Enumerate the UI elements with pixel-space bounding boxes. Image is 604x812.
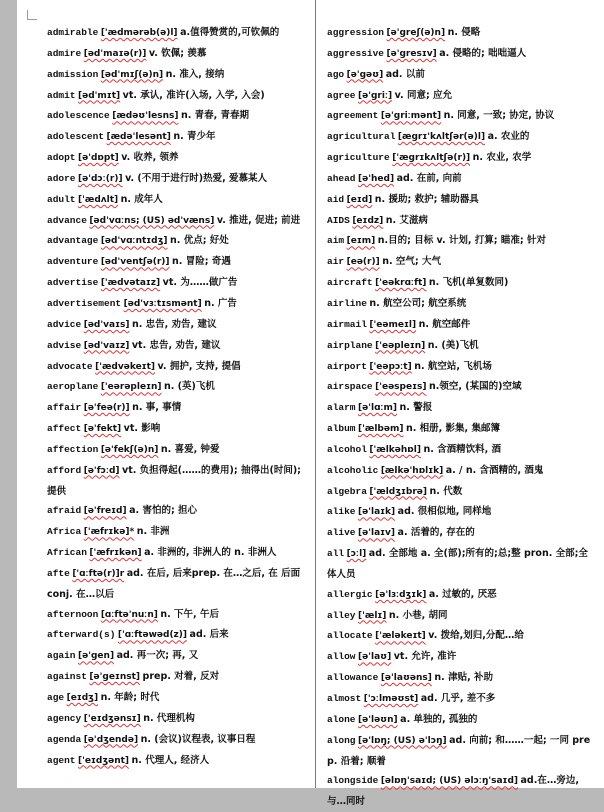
entry-word: alcohol bbox=[327, 443, 367, 455]
entry-word: adventure bbox=[47, 256, 99, 268]
vocab-entry bbox=[47, 751, 305, 772]
entry-definition: n. 航空公司; 航空系统 bbox=[369, 297, 467, 309]
entry-definition: vt. 影响 bbox=[123, 423, 161, 435]
entry-definition: ad. 几乎, 差不多 bbox=[420, 693, 496, 704]
entry-word: airspace bbox=[327, 381, 373, 393]
entry-definition: n. 警报 bbox=[399, 402, 433, 414]
entry-word: along bbox=[327, 734, 356, 746]
document-page bbox=[17, 0, 604, 808]
entry-phonetic: [ə'laɪv] bbox=[358, 528, 396, 539]
entry-phonetic: [ə'griː] bbox=[358, 90, 393, 101]
vocab-entry bbox=[327, 668, 592, 689]
vocab-entry bbox=[327, 357, 592, 378]
entry-word: advocate bbox=[47, 360, 93, 372]
entry-definition: vt. 允许, 准许 bbox=[393, 651, 457, 663]
entry-phonetic: [ə'fekt] bbox=[83, 424, 122, 435]
entry-phonetic: [ə'laʊ] bbox=[358, 652, 392, 663]
entry-phonetic: ['æfrɪkən] bbox=[89, 548, 142, 559]
entry-definition: v. 同意; 应允 bbox=[394, 89, 453, 101]
vocab-entry bbox=[47, 169, 305, 190]
entry-word: adult bbox=[47, 193, 76, 205]
entry-word: African bbox=[47, 547, 87, 559]
entry-word: adolescence bbox=[47, 110, 110, 122]
entry-word: admirable bbox=[47, 27, 99, 38]
entry-word: algebra bbox=[327, 485, 367, 497]
entry-word: alike bbox=[327, 506, 356, 518]
entry-word: alarm bbox=[327, 402, 356, 414]
vocab-entry bbox=[327, 169, 592, 190]
entry-definition: n. (会议)议程表, 议事日程 bbox=[140, 733, 256, 745]
vocab-entry bbox=[47, 106, 305, 127]
entry-phonetic: [ə'dɒpt] bbox=[78, 153, 119, 164]
entry-definition: n. (英)飞机 bbox=[164, 381, 215, 393]
entry-word: aid bbox=[327, 193, 345, 205]
entry-definition: n. 小巷, 胡同 bbox=[388, 609, 448, 621]
entry-word: agreement bbox=[327, 110, 379, 122]
vocab-entry bbox=[327, 86, 592, 107]
entry-phonetic: ['eəpleɪn] bbox=[375, 340, 426, 351]
entry-phonetic: [əd'vɑːns; (US) əd'væns] bbox=[89, 215, 215, 226]
entry-word: adolescent bbox=[47, 131, 105, 143]
entry-definition: v. 拥护, 支持, 提倡 bbox=[157, 360, 241, 372]
entry-definition: n. 喜爱, 钟爱 bbox=[160, 443, 220, 455]
entry-definition: v. 拨给,划归,分配…给 bbox=[428, 630, 524, 642]
left-column bbox=[47, 23, 305, 788]
entry-phonetic: [ə'freɪd] bbox=[83, 506, 127, 517]
entry-definition: n. 代理机构 bbox=[143, 712, 195, 724]
entry-word: allergic bbox=[327, 588, 373, 600]
entry-word: agenda bbox=[47, 733, 82, 745]
entry-word: Africa bbox=[47, 526, 82, 538]
vocab-entry bbox=[327, 190, 592, 211]
vocab-entry bbox=[327, 440, 592, 461]
entry-phonetic: [ə'fɔːd] bbox=[83, 465, 120, 476]
entry-phonetic: [ælkə'hɒlɪk] bbox=[380, 465, 444, 476]
entry-definition: n. 代理人, 经济人 bbox=[131, 754, 210, 766]
entry-word: aggressive bbox=[327, 47, 385, 59]
entry-word: ahead bbox=[327, 172, 356, 184]
entry-word: advise bbox=[47, 339, 82, 351]
entry-word: allow bbox=[327, 651, 356, 663]
vocab-entry bbox=[47, 440, 305, 461]
entry-word: alcoholic bbox=[327, 464, 379, 476]
entry-phonetic: [ə'ləʊn] bbox=[358, 714, 398, 725]
vocab-entry bbox=[327, 398, 592, 419]
vocab-entry bbox=[327, 523, 592, 544]
entry-definition: n. 代数 bbox=[429, 485, 463, 497]
vocab-entry bbox=[327, 482, 592, 503]
vocab-entry bbox=[327, 315, 592, 336]
vocab-entry bbox=[327, 606, 592, 627]
entry-definition: vt. 忠告, 劝告, 建议 bbox=[131, 339, 221, 351]
vocab-entry bbox=[327, 273, 592, 294]
vocab-entry bbox=[47, 564, 305, 605]
vocab-entry bbox=[47, 252, 305, 273]
entry-definition: ad. 在后, 后来prep. 在…之后, 在 后面 conj. 在…以后 bbox=[47, 567, 301, 600]
entry-word: agency bbox=[47, 712, 82, 724]
vocab-entry bbox=[47, 294, 305, 315]
entry-phonetic: [ə'dɔː(r)] bbox=[78, 173, 123, 184]
entry-definition: n. 事, 事情 bbox=[132, 402, 182, 414]
vocab-entry bbox=[47, 667, 305, 688]
entry-phonetic: [əd'mɪʃ(ə)n] bbox=[100, 69, 164, 80]
vocab-entry bbox=[47, 23, 305, 44]
vocab-entry bbox=[327, 585, 592, 606]
vocab-entry bbox=[327, 419, 592, 440]
entry-word: AIDS bbox=[327, 214, 350, 226]
entry-phonetic: ['eəspeɪs] bbox=[375, 382, 427, 393]
entry-phonetic: ['eɪdʒənsɪ] bbox=[83, 713, 141, 724]
entry-definition: n. 非洲 bbox=[136, 526, 170, 538]
vocab-entry bbox=[327, 377, 592, 398]
entry-phonetic: ['ædvətaɪz] bbox=[100, 278, 161, 289]
entry-phonetic: [əd'vɜːtɪsmənt] bbox=[123, 298, 202, 309]
entry-phonetic: ['eəmeɪl] bbox=[369, 319, 417, 330]
vocab-entry bbox=[327, 231, 592, 252]
entry-definition: ad. 在前, 向前 bbox=[396, 172, 462, 184]
entry-definition: n. 援助; 救护; 辅助器具 bbox=[374, 193, 479, 205]
entry-definition: ad. 后来 bbox=[189, 629, 229, 641]
entry-word: advertisement bbox=[47, 297, 122, 309]
vocab-entry bbox=[47, 605, 305, 626]
entry-phonetic: [eɪdʒ] bbox=[66, 693, 99, 703]
entry-phonetic: [ə'lɒŋ; (US) ə'lɔŋ] bbox=[358, 735, 447, 746]
entry-phonetic: [ə'lɜːdʒɪk] bbox=[375, 589, 427, 600]
entry-definition: a.值得赞赏的,可钦佩的 bbox=[180, 27, 280, 38]
vocab-entry bbox=[47, 461, 305, 502]
entry-phonetic: [ə'gəʊ] bbox=[346, 69, 384, 80]
entry-word: adopt bbox=[47, 152, 76, 164]
entry-word: advice bbox=[47, 318, 82, 330]
entry-phonetic: [ædəʊ'lesns] bbox=[112, 111, 179, 122]
column-divider bbox=[315, 0, 316, 788]
entry-definition: n. 准入, 接纳 bbox=[165, 68, 225, 80]
vocab-entry bbox=[47, 419, 305, 440]
entry-definition: n. 冒险; 奇遇 bbox=[172, 256, 231, 268]
entry-word: all bbox=[327, 548, 345, 560]
entry-definition: v. 推进, 促进; 前进 bbox=[216, 214, 301, 226]
entry-definition: n.目的; 目标 v. 计划, 打算; 瞄准; 针对 bbox=[377, 235, 546, 247]
entry-word: airmail bbox=[327, 318, 367, 330]
entry-word: admit bbox=[47, 89, 76, 101]
entry-word: age bbox=[47, 692, 65, 703]
entry-phonetic: ['ældʒɪbrə] bbox=[369, 486, 428, 497]
vocab-entry bbox=[47, 688, 305, 709]
entry-word: afternoon bbox=[47, 608, 99, 620]
vocab-entry bbox=[47, 231, 305, 252]
vocab-entry bbox=[47, 543, 305, 564]
entry-phonetic: [ə'gen] bbox=[78, 651, 115, 662]
entry-definition: vt. 负担得起(……的费用); 抽得出(时间); 提供 bbox=[47, 464, 301, 497]
vocab-entry bbox=[47, 65, 305, 86]
entry-definition: n. 年龄; 时代 bbox=[100, 692, 160, 703]
entry-phonetic: [ə'laɪk] bbox=[358, 507, 396, 518]
entry-word: afterward(s) bbox=[47, 629, 116, 641]
vocab-entry bbox=[47, 127, 305, 148]
vocab-entry bbox=[327, 502, 592, 523]
entry-definition: a. 农业的 bbox=[487, 131, 530, 143]
entry-phonetic: [ə'gresɪv] bbox=[386, 48, 437, 59]
entry-word: admire bbox=[47, 47, 82, 59]
vocab-entry bbox=[47, 190, 305, 211]
entry-phonetic: ['ɑːftə(r)]r bbox=[72, 568, 125, 579]
entry-word: afford bbox=[47, 464, 82, 476]
entry-phonetic: ['ɑːftəwəd(z)] bbox=[117, 630, 188, 641]
vocab-entry bbox=[327, 647, 592, 668]
entry-phonetic: [ə'feə(r)] bbox=[83, 403, 130, 414]
entry-phonetic: [əd'vɑːntɪdʒ] bbox=[100, 236, 168, 247]
entry-phonetic: ['ælbəm] bbox=[358, 424, 404, 435]
entry-definition: n.领空, (某国的)空域 bbox=[428, 381, 522, 393]
entry-definition: n. 同意, 一致; 协定, 协议 bbox=[443, 110, 555, 122]
entry-phonetic: [ə'hed] bbox=[358, 173, 395, 184]
vocab-entry bbox=[327, 211, 592, 232]
entry-phonetic: [ə'griːmənt] bbox=[380, 111, 442, 122]
vocab-entry bbox=[327, 689, 592, 710]
vocab-entry bbox=[327, 771, 592, 812]
vocab-entry bbox=[47, 398, 305, 419]
entry-word: adore bbox=[47, 172, 76, 184]
entry-phonetic: [eɪdz] bbox=[352, 215, 384, 226]
entry-phonetic: [ə'lɑːm] bbox=[358, 403, 398, 414]
entry-word: again bbox=[47, 650, 76, 662]
entry-definition: a. 单独的, 孤独的 bbox=[400, 713, 478, 725]
entry-word: alongside bbox=[327, 775, 379, 787]
entry-phonetic: ['eɪdʒənt] bbox=[78, 755, 130, 766]
entry-word: almost bbox=[327, 693, 362, 704]
entry-word: advantage bbox=[47, 235, 99, 247]
entry-definition: ad. 再一次; 再, 又 bbox=[116, 650, 199, 662]
entry-word: air bbox=[327, 256, 345, 268]
entry-word: aeroplane bbox=[47, 381, 99, 393]
entry-phonetic: [eɪm] bbox=[346, 236, 376, 247]
entry-definition: vt. 承认, 准许(入场, 入学, 入会) bbox=[122, 89, 265, 101]
entry-definition: n. 优点; 好处 bbox=[170, 235, 229, 247]
vocab-entry bbox=[47, 44, 305, 65]
entry-phonetic: ['ælɪ] bbox=[358, 610, 387, 621]
entry-word: agriculture bbox=[327, 152, 390, 164]
entry-phonetic: ['ɔːlməʊst] bbox=[363, 694, 419, 704]
vocab-entry bbox=[47, 522, 305, 543]
vocab-entry bbox=[47, 273, 305, 294]
entry-definition: n. 侵略 bbox=[447, 27, 481, 38]
vocab-entry bbox=[327, 544, 592, 585]
entry-definition: n. 广告 bbox=[204, 297, 237, 309]
entry-definition: n. 下午, 午后 bbox=[160, 608, 219, 620]
entry-definition: a. 侵略的; 咄咄逼人 bbox=[439, 47, 527, 59]
entry-word: alone bbox=[327, 713, 356, 725]
entry-phonetic: [ædə'lesənt] bbox=[106, 132, 171, 143]
entry-word: advance bbox=[47, 214, 87, 226]
vocab-entry bbox=[327, 65, 592, 86]
entry-definition: n. 艾滋病 bbox=[385, 214, 428, 226]
entry-word: admission bbox=[47, 68, 99, 80]
entry-definition: a. 非洲的, 非洲人的 n. 非洲人 bbox=[144, 547, 277, 559]
vocab-entry bbox=[327, 252, 592, 273]
vocab-entry bbox=[47, 709, 305, 730]
entry-definition: prep. 对着, 反对 bbox=[142, 671, 220, 683]
vocab-entry bbox=[327, 710, 592, 731]
entry-definition: a. 过敏的, 厌恶 bbox=[428, 588, 497, 600]
vocab-entry bbox=[47, 211, 305, 232]
entry-word: ago bbox=[327, 68, 345, 80]
entry-phonetic: [eə(r)] bbox=[346, 257, 380, 268]
vocab-entry bbox=[47, 86, 305, 107]
vocab-entry bbox=[47, 148, 305, 169]
entry-phonetic: [əd'maɪə(r)] bbox=[83, 48, 147, 59]
entry-word: affection bbox=[47, 443, 99, 455]
vocab-entry bbox=[327, 106, 592, 127]
entry-word: against bbox=[47, 671, 87, 683]
vocab-entry bbox=[327, 148, 592, 169]
entry-phonetic: ['ægrɪkʌltʃə(r)] bbox=[392, 153, 471, 164]
entry-word: affect bbox=[47, 423, 82, 435]
entry-phonetic: [əlɒŋ'saɪd; (US) əlɔːŋ'saɪd] bbox=[380, 776, 518, 787]
entry-word: alive bbox=[327, 527, 356, 539]
entry-definition: n. 航空站, 飞机场 bbox=[414, 360, 492, 372]
entry-definition: n. 空气; 大气 bbox=[382, 256, 442, 268]
entry-word: agricultural bbox=[327, 131, 396, 143]
entry-word: agent bbox=[47, 754, 76, 766]
entry-definition: ad. 向前; 和……一起; 一同 prep. 沿着; 顺着 bbox=[327, 734, 591, 767]
entry-definition: n. 飞机(单复数同) bbox=[428, 277, 509, 289]
entry-phonetic: ['eəkrɑːft] bbox=[375, 278, 427, 289]
vocab-entry bbox=[47, 646, 305, 667]
entry-definition: ad. 很相似地, 同样地 bbox=[397, 506, 492, 518]
entry-phonetic: ['ædʌlt] bbox=[78, 194, 119, 205]
entry-phonetic: [əd'ventʃə(r)] bbox=[100, 257, 170, 268]
page-corner-marker bbox=[27, 10, 37, 20]
right-column bbox=[327, 23, 592, 808]
entry-word: allowance bbox=[327, 672, 379, 684]
entry-word: afraid bbox=[47, 505, 82, 517]
entry-phonetic: [əd'vaɪz] bbox=[83, 340, 130, 351]
vocab-entry bbox=[47, 336, 305, 357]
entry-definition: n. 青少年 bbox=[173, 131, 216, 143]
entry-definition: vt. 为……做广告 bbox=[162, 277, 238, 289]
entry-phonetic: [ə'laʊəns] bbox=[380, 673, 432, 684]
entry-phonetic: ['æləkeɪt] bbox=[375, 631, 426, 642]
entry-phonetic: ['eəpɔːt] bbox=[369, 361, 412, 372]
entry-definition: ad. 全部地 a. 全(部);所有的;总;整 pron. 全部;全体人员 bbox=[327, 548, 588, 580]
vocab-entry bbox=[47, 377, 305, 398]
vocab-entry bbox=[47, 315, 305, 336]
entry-definition: ad.在…旁边,与…同时 bbox=[327, 775, 579, 808]
entry-phonetic: [ɔːl] bbox=[346, 549, 367, 560]
entry-phonetic: ['ælkəhɒl] bbox=[369, 444, 421, 455]
entry-word: advertise bbox=[47, 277, 99, 289]
entry-definition: n. 青春, 青春期 bbox=[180, 110, 250, 122]
entry-word: agree bbox=[327, 89, 356, 101]
entry-word: airline bbox=[327, 297, 367, 309]
entry-word: affair bbox=[47, 402, 82, 414]
vocab-entry bbox=[327, 127, 592, 148]
vocab-entry bbox=[47, 730, 305, 751]
entry-definition: n. 含酒精饮料, 酒 bbox=[423, 443, 502, 455]
entry-word: aim bbox=[327, 235, 345, 247]
entry-definition: a. 活着的, 存在的 bbox=[397, 527, 475, 539]
entry-definition: a. 害怕的; 担心 bbox=[129, 505, 198, 517]
entry-definition: n. 成年人 bbox=[120, 193, 163, 205]
entry-phonetic: [ægrɪ'kʌltʃər(ə)l] bbox=[397, 132, 486, 143]
vocab-entry bbox=[47, 625, 305, 646]
entry-definition: n. 农业, 农学 bbox=[472, 152, 532, 164]
entry-phonetic: [eɪd] bbox=[346, 194, 373, 205]
vocab-entry bbox=[327, 336, 592, 357]
entry-definition: v. (不用于进行时)热爱, 爱慕某人 bbox=[125, 172, 268, 184]
entry-word: afte bbox=[47, 567, 70, 579]
entry-phonetic: [ə'greʃ(ə)n] bbox=[386, 28, 446, 38]
entry-definition: ad. 以前 bbox=[385, 68, 425, 80]
entry-definition: n. 相册, 影集, 集邮簿 bbox=[405, 423, 500, 435]
entry-phonetic: [əd'mɪt] bbox=[78, 90, 121, 101]
vocab-entry bbox=[327, 294, 592, 315]
entry-word: airport bbox=[327, 360, 367, 372]
entry-phonetic: [ə'dʒendə] bbox=[83, 734, 139, 745]
vocab-entry bbox=[327, 44, 592, 65]
vocab-entry bbox=[47, 357, 305, 378]
entry-phonetic: ['ædvəkeɪt] bbox=[95, 361, 155, 372]
vocab-entry bbox=[327, 626, 592, 647]
vocab-entry bbox=[47, 501, 305, 522]
entry-phonetic: [ə'geɪnst] bbox=[89, 672, 141, 683]
entry-word: aggression bbox=[327, 27, 385, 38]
entry-word: allocate bbox=[327, 630, 373, 642]
entry-phonetic: ['æfrɪkə]* bbox=[83, 527, 135, 538]
vocab-entry bbox=[327, 23, 592, 44]
entry-phonetic: [ə'fekʃ(ə)n] bbox=[100, 444, 159, 455]
entry-phonetic: ['eərəpleɪn] bbox=[100, 382, 162, 393]
entry-definition: n. 津贴, 补助 bbox=[434, 672, 493, 684]
entry-definition: n. 航空邮件 bbox=[418, 318, 471, 330]
vocab-entry bbox=[327, 731, 592, 772]
entry-definition: n. (美)飞机 bbox=[427, 339, 479, 351]
entry-definition: v. 钦佩; 羡慕 bbox=[148, 47, 207, 59]
entry-word: airplane bbox=[327, 339, 373, 351]
entry-word: aircraft bbox=[327, 277, 373, 289]
entry-phonetic: ['ædmərəb(ə)l] bbox=[100, 28, 178, 38]
vocab-entry bbox=[327, 461, 592, 482]
entry-definition: n. 忠告, 劝告, 建议 bbox=[131, 318, 217, 330]
entry-word: album bbox=[327, 423, 356, 435]
entry-definition: a. / n. 含酒精的, 酒鬼 bbox=[445, 464, 544, 476]
entry-word: alley bbox=[327, 609, 356, 621]
entry-phonetic: [ɑːftə'nuːn] bbox=[100, 609, 158, 620]
entry-phonetic: [əd'vaɪs] bbox=[83, 319, 130, 330]
entry-definition: v. 收养, 领养 bbox=[121, 152, 179, 164]
